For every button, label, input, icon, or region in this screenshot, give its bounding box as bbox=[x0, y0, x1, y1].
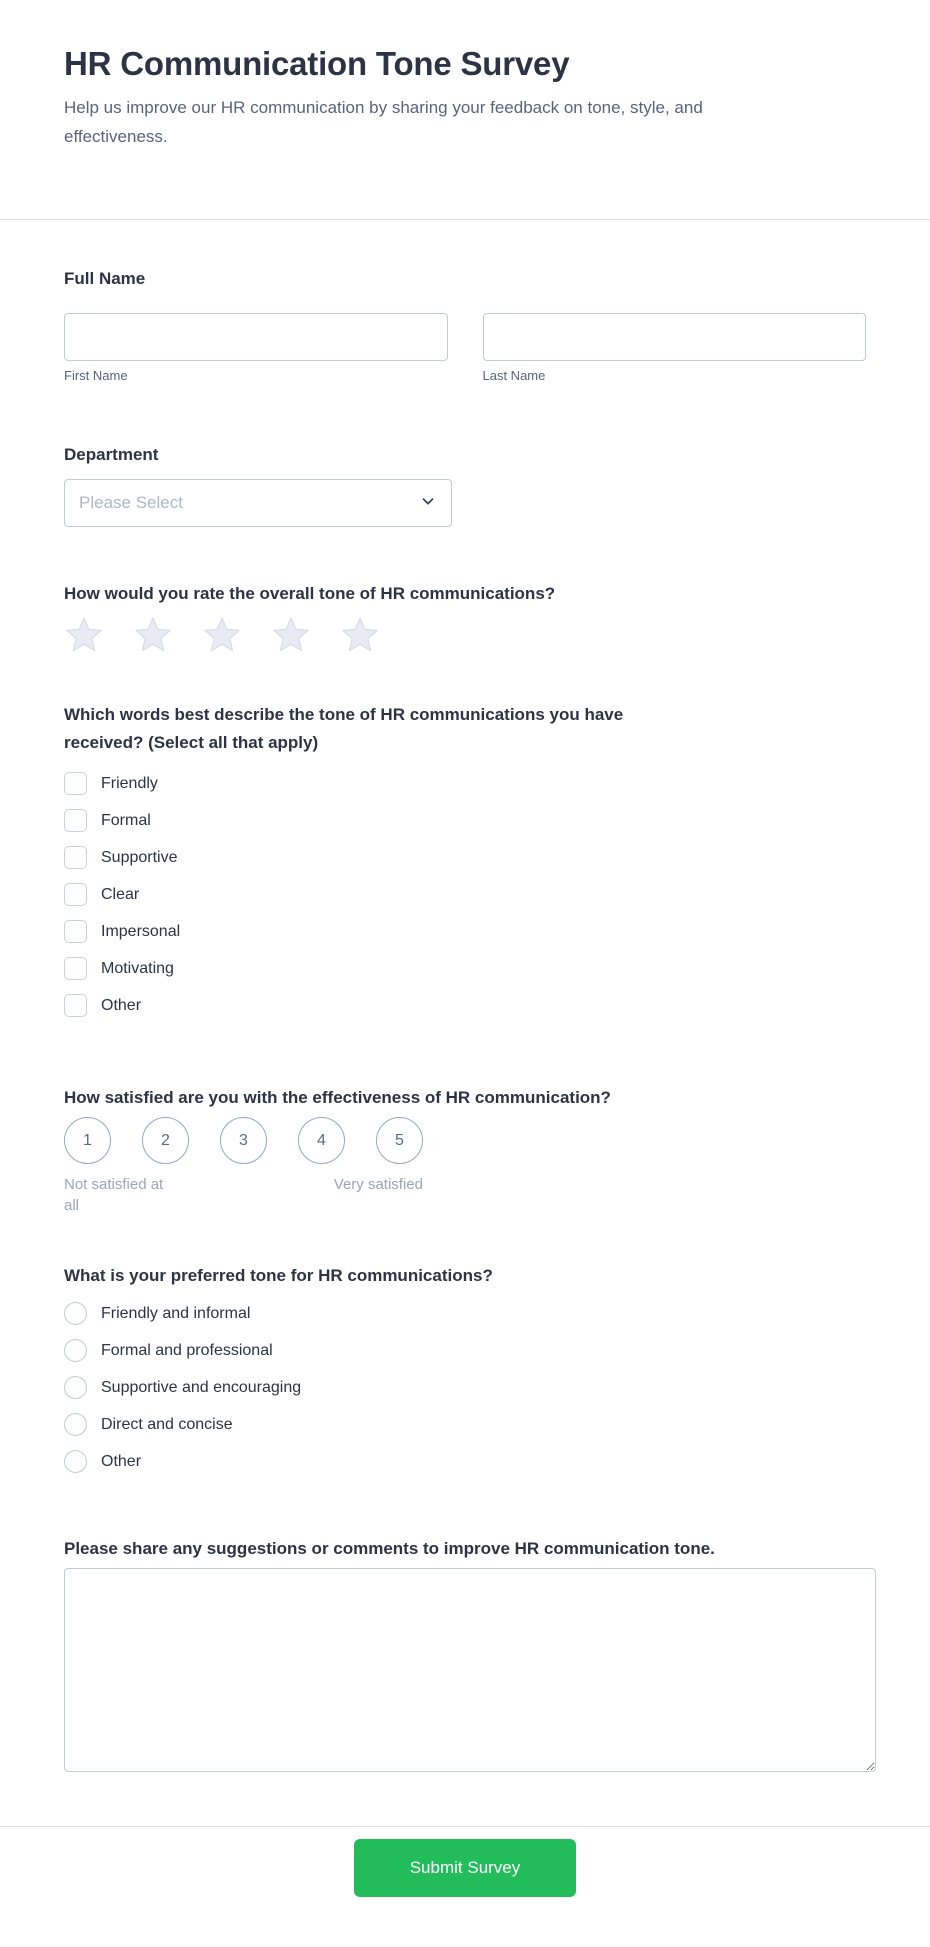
section-department bbox=[64, 444, 866, 527]
checkbox[interactable] bbox=[64, 994, 87, 1017]
checkbox-label: Impersonal bbox=[101, 922, 181, 940]
scale-option-4[interactable]: 4 bbox=[298, 1117, 345, 1164]
star-icon-1[interactable] bbox=[64, 617, 104, 655]
radio-option-direct-concise[interactable] bbox=[64, 1406, 866, 1443]
name-inputs-row bbox=[64, 313, 866, 384]
preferred-tone-options bbox=[64, 1295, 866, 1480]
form-title: HR Communication Tone Survey bbox=[64, 45, 570, 82]
checkbox[interactable] bbox=[64, 846, 87, 869]
scale-min-label: Not satisfied at all bbox=[64, 1176, 164, 1214]
checkbox[interactable] bbox=[64, 957, 87, 980]
scale-endpoint-labels bbox=[64, 1174, 423, 1216]
checkbox-option-clear[interactable] bbox=[64, 876, 866, 913]
star-rating-control bbox=[64, 617, 866, 655]
department-select[interactable] bbox=[64, 479, 452, 527]
checkbox-option-other[interactable] bbox=[64, 987, 866, 1024]
radio-option-friendly-informal[interactable] bbox=[64, 1295, 866, 1332]
section-star-rating bbox=[64, 583, 866, 655]
star-icon-4[interactable] bbox=[271, 617, 311, 655]
last-name-column bbox=[483, 313, 867, 384]
section-tone-words bbox=[64, 701, 866, 1024]
last-name-sublabel: Last Name bbox=[482, 368, 546, 383]
radio-label: Other bbox=[101, 1452, 142, 1470]
form-body bbox=[0, 220, 930, 1772]
star-icon-5[interactable] bbox=[340, 617, 380, 655]
checkbox-option-impersonal[interactable] bbox=[64, 913, 866, 950]
department-label: Department bbox=[64, 445, 159, 464]
checkbox-label: Formal bbox=[101, 811, 151, 829]
radio-button[interactable] bbox=[64, 1450, 87, 1473]
checkbox[interactable] bbox=[64, 809, 87, 832]
form-footer bbox=[0, 1826, 930, 1947]
radio-button[interactable] bbox=[64, 1376, 87, 1399]
checkbox-label: Friendly bbox=[101, 774, 158, 792]
comments-textarea[interactable] bbox=[64, 1568, 876, 1772]
star-icon-3[interactable] bbox=[202, 617, 242, 655]
radio-label: Formal and professional bbox=[101, 1341, 273, 1359]
last-name-input[interactable] bbox=[483, 313, 867, 361]
satisfaction-label: How satisfied are you with the effectiveness of HR communication? bbox=[64, 1088, 611, 1107]
star-rating-label: How would you rate the overall tone of HR communications? bbox=[64, 584, 556, 603]
radio-option-formal-professional[interactable] bbox=[64, 1332, 866, 1369]
department-select-placeholder: Please Select bbox=[79, 493, 183, 512]
satisfaction-scale-control bbox=[64, 1117, 866, 1164]
form-description: Help us improve our HR communication by sharing your feedback on tone, style, and effectiveness. bbox=[64, 98, 703, 146]
first-name-input[interactable] bbox=[64, 313, 448, 361]
checkbox-option-supportive[interactable] bbox=[64, 839, 866, 876]
first-name-column bbox=[64, 313, 448, 384]
radio-option-supportive-encouraging[interactable] bbox=[64, 1369, 866, 1406]
radio-label: Friendly and informal bbox=[101, 1304, 251, 1322]
scale-max-label: Very satisfied bbox=[333, 1176, 423, 1193]
checkbox-label: Other bbox=[101, 996, 142, 1014]
scale-option-1[interactable]: 1 bbox=[64, 1117, 111, 1164]
scale-option-5[interactable]: 5 bbox=[376, 1117, 423, 1164]
section-full-name bbox=[64, 220, 866, 384]
section-satisfaction-scale bbox=[64, 1087, 866, 1216]
star-icon-2[interactable] bbox=[133, 617, 173, 655]
checkbox-option-formal[interactable] bbox=[64, 802, 866, 839]
radio-label: Supportive and encouraging bbox=[101, 1378, 302, 1396]
checkbox-label: Supportive bbox=[101, 848, 178, 866]
preferred-tone-label: What is your preferred tone for HR communications? bbox=[64, 1266, 493, 1285]
checkbox-option-motivating[interactable] bbox=[64, 950, 866, 987]
radio-button[interactable] bbox=[64, 1302, 87, 1325]
tone-words-label: Which words best describe the tone of HR communications you have received? (Select all that apply) bbox=[64, 705, 624, 752]
comments-label: Please share any suggestions or comments to improve HR communication tone. bbox=[64, 1539, 715, 1558]
checkbox[interactable] bbox=[64, 883, 87, 906]
checkbox-label: Motivating bbox=[101, 959, 174, 977]
section-preferred-tone bbox=[64, 1265, 866, 1480]
radio-button[interactable] bbox=[64, 1413, 87, 1436]
radio-label: Direct and concise bbox=[101, 1415, 233, 1433]
checkbox-label: Clear bbox=[101, 885, 140, 903]
section-comments bbox=[64, 1538, 866, 1772]
first-name-sublabel: First Name bbox=[64, 368, 128, 383]
full-name-label: Full Name bbox=[64, 269, 146, 288]
checkbox-option-friendly[interactable] bbox=[64, 765, 866, 802]
checkbox[interactable] bbox=[64, 920, 87, 943]
chevron-down-icon bbox=[419, 492, 437, 515]
form-header bbox=[0, 0, 930, 220]
tone-words-options bbox=[64, 765, 866, 1024]
scale-option-3[interactable]: 3 bbox=[220, 1117, 267, 1164]
radio-option-other[interactable] bbox=[64, 1443, 866, 1480]
checkbox[interactable] bbox=[64, 772, 87, 795]
radio-button[interactable] bbox=[64, 1339, 87, 1362]
submit-button[interactable]: Submit Survey bbox=[354, 1839, 576, 1897]
scale-option-2[interactable]: 2 bbox=[142, 1117, 189, 1164]
